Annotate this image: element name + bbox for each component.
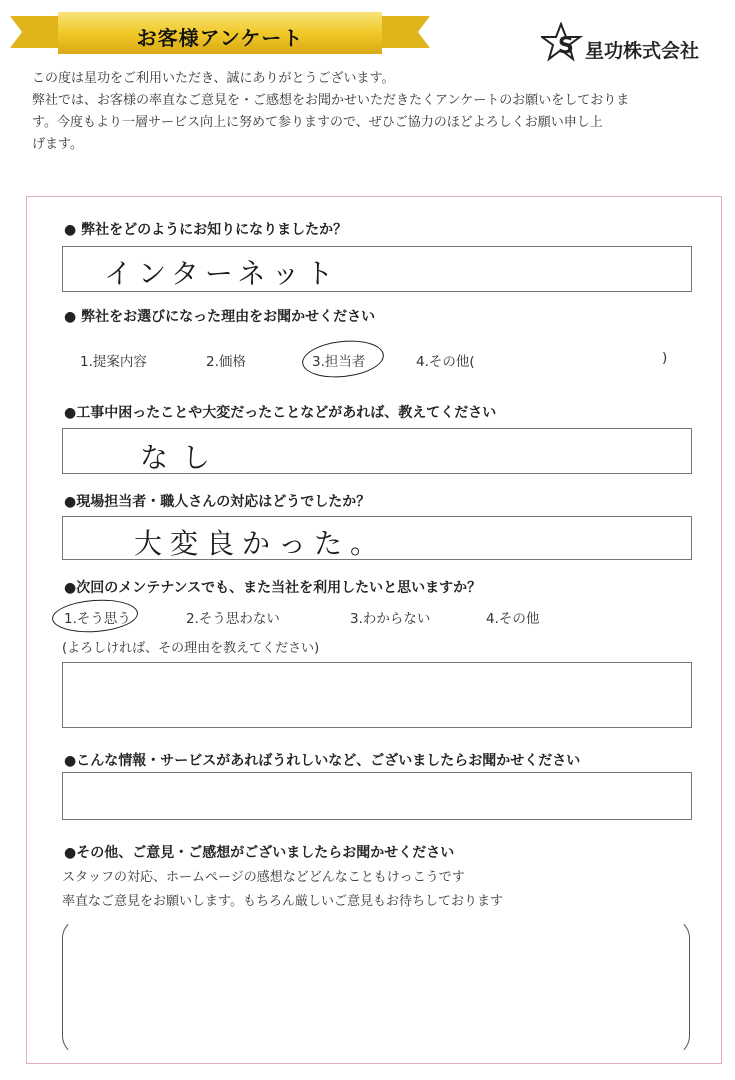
- title-banner: [10, 10, 430, 58]
- question-2-title: ● 弊社をお選びになった理由をお聞かせください: [64, 309, 376, 325]
- company-name: 星功株式会社: [585, 40, 700, 62]
- question-4-title: ●現場担当者・職人さんの対応はどうでしたか？: [64, 494, 371, 510]
- question-1-title: ● 弊社をどのようにお知りになりましたか？: [64, 222, 348, 238]
- option-price[interactable]: 2.価格: [206, 354, 246, 370]
- question-1-answer: インターネット: [104, 257, 340, 290]
- question-7-answer-box[interactable]: [62, 918, 690, 1056]
- question-7-note-2: 率直なご意見をお願いします。もちろん厳しいご意見もお待ちしております: [62, 894, 503, 909]
- option-other-close-paren: ): [662, 350, 668, 366]
- question-6-answer-box[interactable]: [62, 772, 692, 820]
- option-disagree[interactable]: 2.そう思わない: [186, 611, 280, 627]
- question-7-title: ●その他、ご意見・ご感想がございましたらお聞かせください: [64, 845, 455, 861]
- svg-text:S: S: [558, 34, 574, 59]
- question-5-title: ●次回のメンテナンスでも、また当社を利用したいと思いますか？: [64, 580, 482, 596]
- star-s-logo-icon: [541, 22, 585, 62]
- company-logo: [541, 22, 721, 62]
- intro-line: す。今度もより一層サービス向上に努めて参りますので、ぜひご協力のほどよろしくお願い申し上: [32, 115, 603, 130]
- question-7-note-1: スタッフの対応、ホームページの感想などどんなこともけっこうです: [62, 870, 465, 885]
- question-6-title: ●こんな情報・サービスがあればうれしいなど、ございましたらお聞かせください: [64, 753, 581, 769]
- option-staff[interactable]: 3.担当者: [312, 354, 366, 370]
- intro-line: この度は星功をご利用いただき、誠にありがとうございます。: [32, 71, 395, 86]
- question-5-reason-box[interactable]: [62, 662, 692, 728]
- intro-line: げます。: [32, 137, 83, 152]
- question-5-note: (よろしければ、その理由を教えてください): [62, 641, 320, 656]
- option-unsure[interactable]: 3.わからない: [350, 611, 431, 627]
- option-other[interactable]: 4.その他(: [416, 354, 475, 370]
- question-3-answer: なし: [140, 441, 225, 474]
- question-3-title: ●工事中困ったことや大変だったことなどがあれば、教えてください: [64, 405, 497, 421]
- option-proposal[interactable]: 1.提案内容: [80, 354, 147, 370]
- intro-text: [32, 68, 722, 156]
- question-4-answer: 大変良かった。: [134, 527, 387, 560]
- option-agree[interactable]: 1.そう思う: [64, 611, 131, 627]
- option-other[interactable]: 4.その他: [486, 611, 540, 627]
- survey-title: お客様アンケート: [136, 26, 304, 50]
- intro-line: 弊社では、お客様の率直なご意見を・ご感想をお聞かせいただきたくアンケートのお願いをしておりま: [32, 93, 630, 108]
